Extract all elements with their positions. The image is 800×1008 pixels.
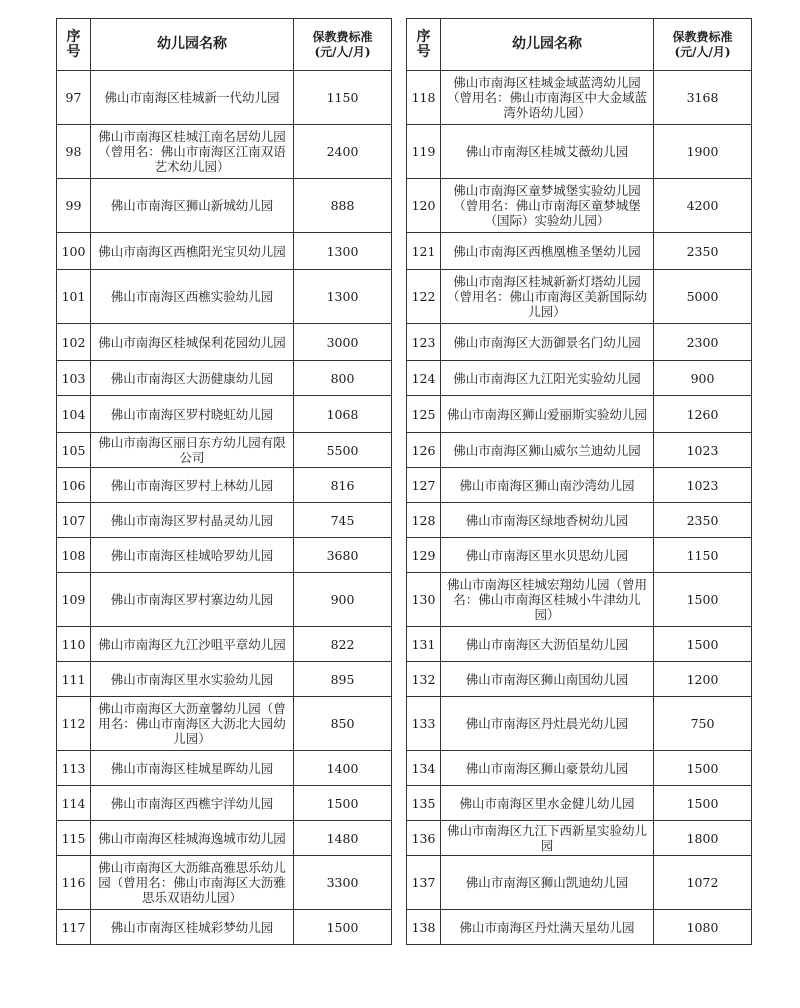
kindergarten-name: 佛山市南海区大沥童馨幼儿园（曾用名：佛山市南海区大沥北大园幼儿园） [91,697,294,751]
fee-value: 745 [294,503,392,538]
fee-value: 750 [654,697,752,751]
header-fee [654,19,752,71]
table-row [407,751,752,786]
fee-value: 3300 [294,856,392,910]
fee-value: 1300 [294,270,392,324]
fee-value: 4200 [654,179,752,233]
table-row [57,538,392,573]
fee-value: 2300 [654,324,752,361]
kindergarten-name: 佛山市南海区丽日东方幼儿园有限公司 [91,433,294,468]
row-number: 134 [407,751,441,786]
row-number: 119 [407,125,441,179]
header-name: 幼儿园名称 [91,19,294,71]
row-number: 125 [407,396,441,433]
table-row [57,71,392,125]
header-name: 幼儿园名称 [441,19,654,71]
table-row [57,233,392,270]
kindergarten-name: 佛山市南海区桂城江南名居幼儿园（曾用名：佛山市南海区江南双语艺术幼儿园） [91,125,294,179]
fee-value: 1068 [294,396,392,433]
fee-value: 1500 [654,573,752,627]
fee-value: 888 [294,179,392,233]
table-row [407,821,752,856]
fee-value: 800 [294,361,392,396]
fee-value: 1023 [654,433,752,468]
kindergarten-name: 佛山市南海区大沥健康幼儿园 [91,361,294,396]
fee-value: 895 [294,662,392,697]
kindergarten-name: 佛山市南海区狮山凯迪幼儿园 [441,856,654,910]
fee-value: 1400 [294,751,392,786]
table-row [57,361,392,396]
fee-value: 2400 [294,125,392,179]
fee-table-right [406,18,752,945]
row-number: 130 [407,573,441,627]
kindergarten-name: 佛山市南海区西樵阳光宝贝幼儿园 [91,233,294,270]
header-no: 序号 [57,19,91,71]
row-number: 105 [57,433,91,468]
row-number: 118 [407,71,441,125]
table-row [407,433,752,468]
header-fee-line1: 保教费标准 [672,29,733,44]
table-row [57,662,392,697]
row-number: 110 [57,627,91,662]
kindergarten-name: 佛山市南海区大沥佰星幼儿园 [441,627,654,662]
fee-value: 1023 [654,468,752,503]
fee-value: 1900 [654,125,752,179]
kindergarten-name: 佛山市南海区狮山爱丽斯实验幼儿园 [441,396,654,433]
row-number: 133 [407,697,441,751]
kindergarten-name: 佛山市南海区里水金健儿幼儿园 [441,786,654,821]
kindergarten-name: 佛山市南海区罗村上林幼儿园 [91,468,294,503]
kindergarten-name: 佛山市南海区里水贝思幼儿园 [441,538,654,573]
table-row [57,270,392,324]
kindergarten-name: 佛山市南海区桂城保利花园幼儿园 [91,324,294,361]
kindergarten-name: 佛山市南海区狮山威尔兰迪幼儿园 [441,433,654,468]
fee-value: 822 [294,627,392,662]
row-number: 111 [57,662,91,697]
table-row [57,179,392,233]
row-number: 103 [57,361,91,396]
kindergarten-name: 佛山市南海区九江沙咀平章幼儿园 [91,627,294,662]
fee-value: 5000 [654,270,752,324]
row-number: 116 [57,856,91,910]
row-number: 121 [407,233,441,270]
kindergarten-name: 佛山市南海区罗村晶灵幼儿园 [91,503,294,538]
kindergarten-name: 佛山市南海区童梦城堡实验幼儿园（曾用名：佛山市南海区童梦城堡（国际）实验幼儿园） [441,179,654,233]
table-row [407,697,752,751]
table-header-row [407,19,752,71]
fee-value: 1500 [294,910,392,945]
kindergarten-name: 佛山市南海区桂城金域蓝湾幼儿园（曾用名：佛山市南海区中大金域蓝湾外语幼儿园） [441,71,654,125]
fee-value: 1072 [654,856,752,910]
table-row [407,324,752,361]
fee-value: 1300 [294,233,392,270]
kindergarten-name: 佛山市南海区狮山豪景幼儿园 [441,751,654,786]
kindergarten-name: 佛山市南海区桂城海逸城市幼儿园 [91,821,294,856]
kindergarten-name: 佛山市南海区狮山南国幼儿园 [441,662,654,697]
row-number: 132 [407,662,441,697]
kindergarten-name: 佛山市南海区狮山南沙湾幼儿园 [441,468,654,503]
kindergarten-name: 佛山市南海区西樵凰樵圣堡幼儿园 [441,233,654,270]
row-number: 138 [407,910,441,945]
table-row [57,856,392,910]
row-number: 99 [57,179,91,233]
table-row [407,179,752,233]
kindergarten-name: 佛山市南海区罗村寨边幼儿园 [91,573,294,627]
table-row [407,270,752,324]
fee-value: 1150 [294,71,392,125]
fee-value: 850 [294,697,392,751]
kindergarten-name: 佛山市南海区桂城新新灯塔幼儿园（曾用名：佛山市南海区美新国际幼儿园） [441,270,654,324]
fee-value: 2350 [654,503,752,538]
table-row [407,786,752,821]
kindergarten-name: 佛山市南海区里水实验幼儿园 [91,662,294,697]
kindergarten-name: 佛山市南海区九江下西新星实验幼儿园 [441,821,654,856]
kindergarten-name: 佛山市南海区桂城彩梦幼儿园 [91,910,294,945]
row-number: 128 [407,503,441,538]
row-number: 136 [407,821,441,856]
kindergarten-name: 佛山市南海区九江阳光实验幼儿园 [441,361,654,396]
table-row [57,125,392,179]
row-number: 97 [57,71,91,125]
table-row [57,433,392,468]
row-number: 109 [57,573,91,627]
fee-value: 816 [294,468,392,503]
fee-value: 3168 [654,71,752,125]
kindergarten-name: 佛山市南海区绿地香树幼儿园 [441,503,654,538]
row-number: 126 [407,433,441,468]
table-row [57,697,392,751]
row-number: 113 [57,751,91,786]
row-number: 112 [57,697,91,751]
kindergarten-name: 佛山市南海区大沥御景名门幼儿园 [441,324,654,361]
fee-value: 1500 [654,627,752,662]
table-header-row [57,19,392,71]
table-row [57,627,392,662]
header-no: 序号 [407,19,441,71]
fee-table-left [56,18,392,945]
row-number: 106 [57,468,91,503]
table-row [407,396,752,433]
fee-value: 1260 [654,396,752,433]
fee-value: 1200 [654,662,752,697]
fee-value: 1150 [654,538,752,573]
kindergarten-name: 佛山市南海区桂城哈罗幼儿园 [91,538,294,573]
table-row [407,361,752,396]
row-number: 115 [57,821,91,856]
table-row [57,786,392,821]
table-row [57,751,392,786]
header-fee-line1: 保教费标准 [312,29,373,44]
row-number: 129 [407,538,441,573]
table-row [407,662,752,697]
kindergarten-name: 佛山市南海区桂城新一代幼儿园 [91,71,294,125]
row-number: 100 [57,233,91,270]
row-number: 104 [57,396,91,433]
row-number: 117 [57,910,91,945]
fee-value: 900 [654,361,752,396]
row-number: 122 [407,270,441,324]
kindergarten-name: 佛山市南海区桂城艾薇幼儿园 [441,125,654,179]
table-row [57,324,392,361]
table-row [57,821,392,856]
kindergarten-name: 佛山市南海区丹灶满天星幼儿园 [441,910,654,945]
fee-value: 1500 [654,786,752,821]
row-number: 124 [407,361,441,396]
table-row [407,856,752,910]
fee-value: 1800 [654,821,752,856]
table-row [57,503,392,538]
kindergarten-name: 佛山市南海区西樵实验幼儿园 [91,270,294,324]
header-fee [294,19,392,71]
fee-value: 2350 [654,233,752,270]
row-number: 120 [407,179,441,233]
kindergarten-name: 佛山市南海区大沥維高雅思乐幼儿园（曾用名：佛山市南海区大沥雅思乐双语幼儿园） [91,856,294,910]
table-row [407,910,752,945]
header-fee-line2: (元/人/月) [314,44,371,59]
row-number: 108 [57,538,91,573]
table-row [407,125,752,179]
table-row [57,910,392,945]
table-row [57,468,392,503]
table-row [57,573,392,627]
kindergarten-name: 佛山市南海区桂城星晖幼儿园 [91,751,294,786]
row-number: 131 [407,627,441,662]
kindergarten-name: 佛山市南海区罗村晓虹幼儿园 [91,396,294,433]
header-fee-line2: (元/人/月) [674,44,731,59]
fee-value: 1500 [654,751,752,786]
row-number: 135 [407,786,441,821]
row-number: 107 [57,503,91,538]
row-number: 102 [57,324,91,361]
fee-value: 900 [294,573,392,627]
row-number: 101 [57,270,91,324]
row-number: 114 [57,786,91,821]
table-row [407,233,752,270]
kindergarten-name: 佛山市南海区丹灶晨光幼儿园 [441,697,654,751]
table-row [407,573,752,627]
fee-value: 3000 [294,324,392,361]
table-row [407,71,752,125]
fee-value: 1500 [294,786,392,821]
table-row [57,396,392,433]
table-row [407,468,752,503]
table-row [407,538,752,573]
row-number: 127 [407,468,441,503]
fee-value: 3680 [294,538,392,573]
kindergarten-name: 佛山市南海区西樵宇洋幼儿园 [91,786,294,821]
row-number: 137 [407,856,441,910]
kindergarten-name: 佛山市南海区狮山新城幼儿园 [91,179,294,233]
row-number: 98 [57,125,91,179]
row-number: 123 [407,324,441,361]
table-row [407,627,752,662]
fee-value: 1480 [294,821,392,856]
fee-value: 1080 [654,910,752,945]
table-row [407,503,752,538]
kindergarten-name: 佛山市南海区桂城宏翔幼儿园（曾用名：佛山市南海区桂城小牛津幼儿园） [441,573,654,627]
fee-value: 5500 [294,433,392,468]
